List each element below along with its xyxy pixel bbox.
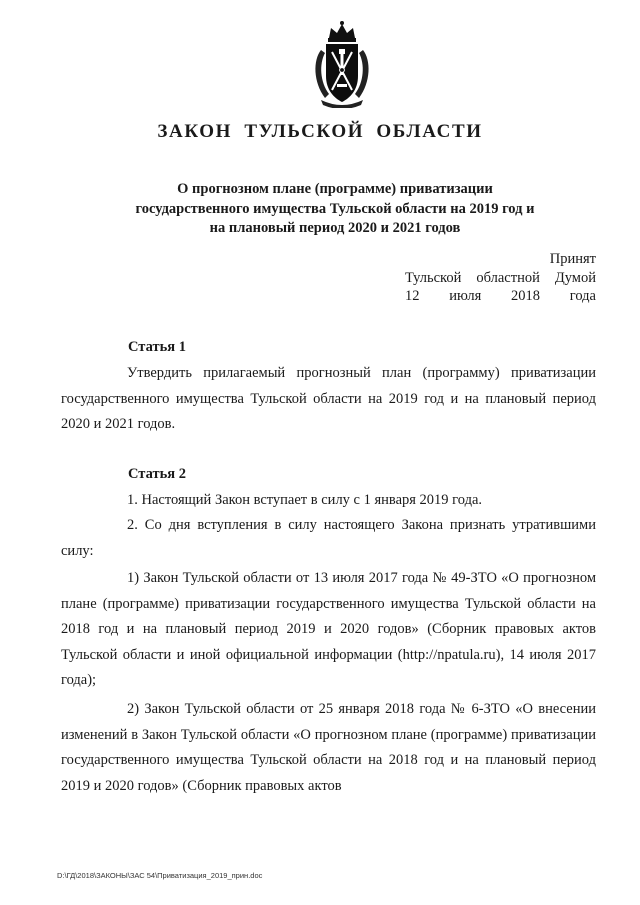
date-suffix: года xyxy=(569,288,596,304)
adopted-by-word: областной xyxy=(476,269,540,286)
law-title: ЗАКОН ТУЛЬСКОЙ ОБЛАСТИ xyxy=(157,121,483,142)
article-paragraph: 1) Закон Тульской области от 13 июля 2017 года № 49-ЗТО «О прогнозном плане (программе) приватизации государственного имущества Тульской области на 2018 год и на плановый период 2019 и 2020 годов» (Сборник правовых актов Тульской области и иной официальной информации (http://npatula.ru), 14 июля 2017 года); xyxy=(61,570,596,689)
law-subject xyxy=(90,180,580,239)
adopted-by-word: Тульской xyxy=(405,269,462,286)
subject-line: на плановый период 2020 и 2021 годов xyxy=(209,220,461,236)
adopted-by xyxy=(405,269,596,288)
article-paragraph: 1. Настоящий Закон вступает в силу с 1 января 2019 года. xyxy=(127,492,483,508)
subject-line: О прогнозном плане (программе) приватизации xyxy=(177,181,493,197)
date-day: 12 xyxy=(405,288,420,304)
adopted-label: Принят xyxy=(549,251,596,267)
article-heading: Статья 2 xyxy=(128,466,186,482)
file-path-footer: D:\ГД\2018\ЗАКОНЫ\ЗАС 54\Приватизация_2019_прин.doc xyxy=(57,871,263,880)
article-paragraph: 2) Закон Тульской области от 25 января 2018 года № 6-ЗТО «О внесении изменений в Закон Тульской области «О прогнозном плане (программе) приватизации государственного имущества Тульской области на 2018 год и на плановый период 2019 и 2020 годов» (Сборник правовых актов xyxy=(61,701,596,794)
adopted-by-word: Думой xyxy=(554,269,596,286)
adoption-date xyxy=(405,287,596,306)
subject-line: государственного имущества Тульской области на 2019 год и xyxy=(135,200,535,217)
date-month: июля xyxy=(449,288,482,304)
adoption-block xyxy=(405,250,596,306)
article-heading: Статья 1 xyxy=(128,339,186,355)
article-paragraph: Утвердить прилагаемый прогнозный план (программу) приватизации государственного имущества Тульской области на 2019 год и на плановый период 2020 и 2021 годов. xyxy=(61,365,596,433)
date-year: 2018 xyxy=(511,288,541,304)
article-paragraph: 2. Со дня вступления в силу настоящего Закона признать утратившими силу: xyxy=(61,517,596,559)
tula-coat-of-arms-icon xyxy=(307,20,377,108)
